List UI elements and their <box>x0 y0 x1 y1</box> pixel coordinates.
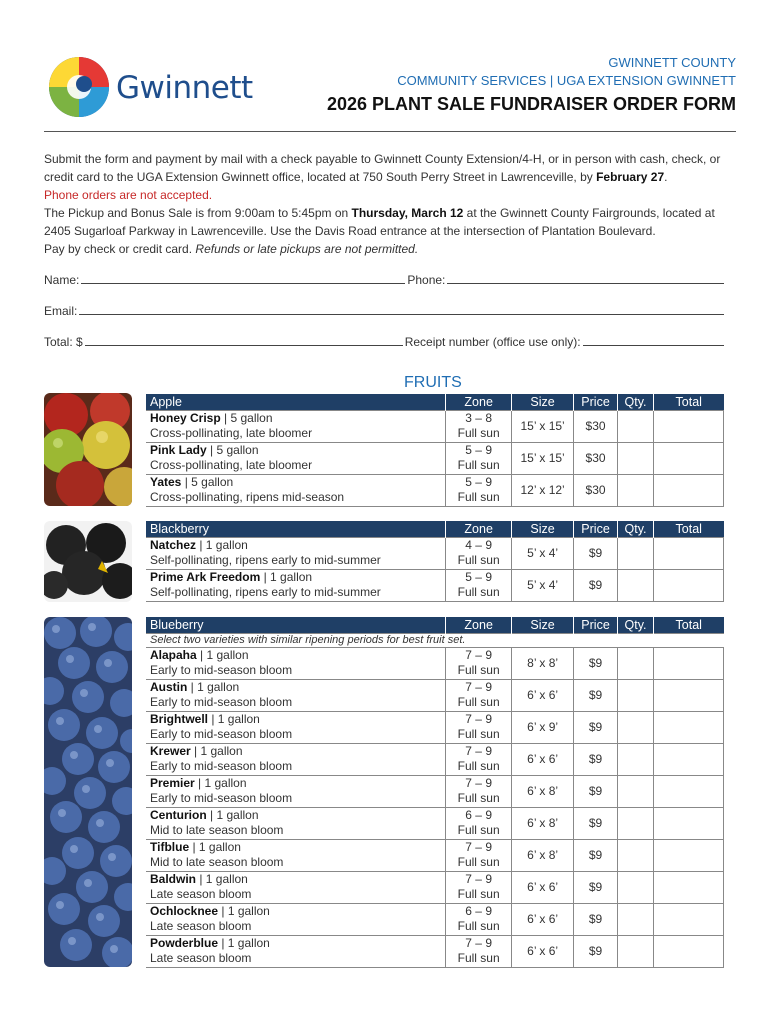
header-titles <box>327 54 736 115</box>
price-cell: $9 <box>574 743 618 775</box>
table-row <box>146 442 724 474</box>
zone-cell <box>446 569 512 601</box>
variety-cell <box>146 871 446 903</box>
quantity-input[interactable] <box>618 871 654 903</box>
column-header-qty: Qty. <box>618 394 654 410</box>
container-size: | 1 gallon <box>196 871 248 886</box>
table-row <box>146 679 724 711</box>
table-row <box>146 647 724 679</box>
variety-description: Self-pollinating, ripens early to mid-summer <box>150 553 381 567</box>
column-header-qty: Qty. <box>618 617 654 633</box>
receipt-field[interactable] <box>583 334 724 346</box>
variety-cell <box>146 679 446 711</box>
page-title: 2026 PLANT SALE FUNDRAISER ORDER FORM <box>326 94 736 114</box>
sun-requirement: Full sun <box>457 490 500 504</box>
container-size: | 1 gallon <box>208 711 260 726</box>
email-label: Email: <box>44 304 78 318</box>
variety-cell <box>146 711 446 743</box>
sun-requirement: Full sun <box>457 553 500 567</box>
zone-cell <box>446 474 512 506</box>
size-cell: 5’ x 4’ <box>512 569 574 601</box>
sun-requirement: Full sun <box>457 663 500 677</box>
quantity-input[interactable] <box>618 903 654 935</box>
header <box>44 48 736 128</box>
variety-name: Natchez <box>150 537 197 552</box>
variety-cell <box>146 807 446 839</box>
logo-text: Gwinnett <box>116 70 253 106</box>
container-size: | 1 gallon <box>189 839 241 854</box>
price-cell: $9 <box>574 775 618 807</box>
size-cell: 8’ x 8’ <box>512 647 574 679</box>
table-row <box>146 775 724 807</box>
quantity-input[interactable] <box>618 410 654 442</box>
zone-cell <box>446 903 512 935</box>
name-field[interactable] <box>81 272 405 284</box>
sun-requirement: Full sun <box>457 887 500 901</box>
sun-requirement: Full sun <box>457 823 500 837</box>
variety-cell <box>146 647 446 679</box>
group-name: Blackberry <box>146 521 446 537</box>
deadline-date: February 27 <box>596 170 665 184</box>
zone-range: 6 – 9 <box>465 903 492 918</box>
column-header-price: Price <box>574 521 618 537</box>
variety-description: Cross-pollinating, ripens mid-season <box>150 490 345 504</box>
instructions-p1: Submit the form and payment by mail with a check payable to Gwinnett County Extension/4-H, or in person with cash, check, or credit card to the UGA Extension Gwinnett office, located at 750 South Perry Street in Lawrenceville, by <box>44 152 721 184</box>
phone-order-warning: Phone orders are not accepted. <box>44 188 213 202</box>
sun-requirement: Full sun <box>457 585 500 599</box>
email-row <box>44 303 726 318</box>
sun-requirement: Full sun <box>457 458 500 472</box>
total-input[interactable] <box>654 871 724 903</box>
total-input[interactable] <box>654 569 724 601</box>
variety-description: Early to mid-season bloom <box>150 791 293 805</box>
price-cell: $9 <box>574 711 618 743</box>
payment-note: Pay by check or credit card. <box>44 242 196 256</box>
column-header-total: Total <box>654 394 724 410</box>
size-cell: 5’ x 4’ <box>512 537 574 569</box>
total-input[interactable] <box>654 647 724 679</box>
zone-cell <box>446 871 512 903</box>
zone-cell <box>446 647 512 679</box>
price-cell: $30 <box>574 474 618 506</box>
variety-description: Late season bloom <box>150 887 252 901</box>
price-cell: $9 <box>574 569 618 601</box>
variety-name: Ochlocknee <box>150 903 219 918</box>
container-size: | 5 gallon <box>220 410 273 425</box>
container-size: | 1 gallon <box>196 647 249 662</box>
header-divider <box>44 131 736 132</box>
refund-policy: Refunds or late pickups are not permitted. <box>195 242 419 256</box>
variety-name: Brightwell <box>150 711 209 726</box>
zone-cell <box>446 711 512 743</box>
column-header-size: Size <box>512 394 574 410</box>
variety-cell <box>146 410 446 442</box>
table-row <box>146 474 724 506</box>
county-name: GWINNETT COUNTY <box>608 55 736 70</box>
zone-range: 7 – 9 <box>465 743 492 758</box>
variety-cell <box>146 743 446 775</box>
zone-cell <box>446 807 512 839</box>
pickup-date: Thursday, March 12 <box>351 206 464 220</box>
variety-description: Early to mid-season bloom <box>150 759 293 773</box>
variety-cell <box>146 839 446 871</box>
container-size: | 1 gallon <box>206 807 259 822</box>
quantity-input[interactable] <box>618 743 654 775</box>
table-row <box>146 903 724 935</box>
total-input[interactable] <box>654 711 724 743</box>
quantity-input[interactable] <box>618 839 654 871</box>
sun-requirement: Full sun <box>457 791 500 805</box>
column-header-zone: Zone <box>446 617 512 633</box>
zone-cell <box>446 775 512 807</box>
size-cell: 6’ x 8’ <box>512 807 574 839</box>
total-input[interactable] <box>654 807 724 839</box>
container-size: | 1 gallon <box>218 935 270 950</box>
instructions <box>44 150 736 258</box>
total-input[interactable] <box>654 474 724 506</box>
size-cell: 15’ x 15’ <box>512 442 574 474</box>
variety-description: Late season bloom <box>150 951 252 965</box>
sun-requirement: Full sun <box>457 727 500 741</box>
zone-cell <box>446 743 512 775</box>
column-header-price: Price <box>574 394 618 410</box>
column-header-zone: Zone <box>446 394 512 410</box>
variety-description: Early to mid-season bloom <box>150 727 293 741</box>
section-title-fruits: FRUITS <box>404 374 462 391</box>
group-note: Select two varieties with similar ripening periods for best fruit set. <box>146 633 724 647</box>
total-input[interactable] <box>654 537 724 569</box>
zone-range: 5 – 9 <box>465 442 492 457</box>
total-receipt-row <box>44 334 726 349</box>
column-header-price: Price <box>574 617 618 633</box>
variety-description: Early to mid-season bloom <box>150 695 293 709</box>
zone-cell <box>446 410 512 442</box>
total-input[interactable] <box>654 839 724 871</box>
variety-description: Cross-pollinating, late bloomer <box>150 458 313 472</box>
variety-description: Cross-pollinating, late bloomer <box>150 426 313 440</box>
sun-requirement: Full sun <box>457 919 500 933</box>
instructions-p3: The Pickup and Bonus Sale is from 9:00am to 5:45pm on <box>44 206 352 220</box>
zone-cell <box>446 935 512 967</box>
variety-description: Mid to late season bloom <box>150 855 284 869</box>
phone-label: Phone: <box>407 273 446 287</box>
price-cell: $30 <box>574 442 618 474</box>
zone-range: 7 – 9 <box>465 935 492 950</box>
size-cell: 15’ x 15’ <box>512 410 574 442</box>
size-cell: 6’ x 9’ <box>512 711 574 743</box>
container-size: | 5 gallon <box>206 442 259 457</box>
size-cell: 12’ x 12’ <box>512 474 574 506</box>
gwinnett-logo-icon <box>48 56 110 123</box>
quantity-input[interactable] <box>618 537 654 569</box>
price-cell: $9 <box>574 935 618 967</box>
variety-cell <box>146 935 446 967</box>
zone-range: 7 – 9 <box>465 711 492 726</box>
total-input[interactable] <box>654 935 724 967</box>
blackberry-table <box>146 521 724 602</box>
sun-requirement: Full sun <box>457 855 500 869</box>
variety-cell <box>146 537 446 569</box>
column-header-size: Size <box>512 617 574 633</box>
container-size: | 1 gallon <box>260 569 313 584</box>
container-size: | 1 gallon <box>196 537 248 552</box>
variety-name: Powderblue <box>150 935 219 950</box>
price-cell: $30 <box>574 410 618 442</box>
variety-name: Honey Crisp <box>150 410 221 425</box>
quantity-input[interactable] <box>618 442 654 474</box>
variety-description: Self-pollinating, ripens early to mid-summer <box>150 585 381 599</box>
quantity-input[interactable] <box>618 569 654 601</box>
total-label: Total: $ <box>44 335 83 349</box>
total-input[interactable] <box>654 442 724 474</box>
total-input[interactable] <box>654 410 724 442</box>
size-cell: 6’ x 6’ <box>512 903 574 935</box>
total-input[interactable] <box>654 775 724 807</box>
zone-range: 7 – 9 <box>465 647 492 662</box>
variety-description: Mid to late season bloom <box>150 823 284 837</box>
apple-photo <box>44 393 132 506</box>
quantity-input[interactable] <box>618 679 654 711</box>
zone-range: 7 – 9 <box>465 679 492 694</box>
table-row <box>146 871 724 903</box>
variety-name: Baldwin <box>150 871 197 886</box>
name-phone-row <box>44 272 726 287</box>
variety-name: Yates <box>150 474 182 489</box>
variety-name: Austin <box>150 679 188 694</box>
sun-requirement: Full sun <box>457 695 500 709</box>
email-field[interactable] <box>79 303 724 315</box>
zone-cell <box>446 442 512 474</box>
sun-requirement: Full sun <box>457 426 500 440</box>
quantity-input[interactable] <box>618 807 654 839</box>
apple-table <box>146 394 724 507</box>
variety-cell <box>146 474 446 506</box>
zone-range: 5 – 9 <box>465 474 492 489</box>
sun-requirement: Full sun <box>457 759 500 773</box>
zone-range: 7 – 9 <box>465 839 492 854</box>
variety-name: Premier <box>150 775 195 790</box>
instructions-p3-end: at the Gwinnett County Fairgrounds, located at 2405 Sugarloaf Parkway in Lawrenceville. Use the Davis Road entrance at the intersection of Plantation Boulevard. <box>44 206 715 238</box>
price-cell: $9 <box>574 647 618 679</box>
instructions-p1-end: . <box>664 170 668 184</box>
variety-cell <box>146 903 446 935</box>
price-cell: $9 <box>574 537 618 569</box>
zone-range: 7 – 9 <box>465 775 492 790</box>
quantity-input[interactable] <box>618 711 654 743</box>
variety-name: Pink Lady <box>150 442 207 457</box>
total-input[interactable] <box>654 903 724 935</box>
variety-name: Prime Ark Freedom <box>150 569 261 584</box>
variety-name: Krewer <box>150 743 191 758</box>
table-row <box>146 839 724 871</box>
department-name: COMMUNITY SERVICES | UGA EXTENSION GWINNETT <box>397 73 736 88</box>
table-row <box>146 537 724 569</box>
column-header-qty: Qty. <box>618 521 654 537</box>
variety-description: Late season bloom <box>150 919 252 933</box>
variety-cell <box>146 569 446 601</box>
zone-range: 3 – 8 <box>465 410 492 425</box>
column-header-total: Total <box>654 521 724 537</box>
quantity-input[interactable] <box>618 775 654 807</box>
group-name: Apple <box>146 394 446 410</box>
table-row <box>146 711 724 743</box>
table-header-row <box>146 521 724 537</box>
table-header-row <box>146 394 724 410</box>
container-size: | 1 gallon <box>218 903 270 918</box>
zone-range: 7 – 9 <box>465 871 492 886</box>
size-cell: 6’ x 6’ <box>512 935 574 967</box>
total-input[interactable] <box>654 743 724 775</box>
size-cell: 6’ x 8’ <box>512 839 574 871</box>
variety-cell <box>146 442 446 474</box>
receipt-label: Receipt number (office use only): <box>404 335 581 349</box>
table-row <box>146 935 724 967</box>
variety-cell <box>146 775 446 807</box>
zone-range: 5 – 9 <box>465 569 492 584</box>
container-size: | 1 gallon <box>194 775 247 790</box>
zone-range: 4 – 9 <box>465 537 492 552</box>
size-cell: 6’ x 8’ <box>512 775 574 807</box>
name-label: Name: <box>44 273 80 287</box>
column-header-zone: Zone <box>446 521 512 537</box>
table-row <box>146 743 724 775</box>
table-row <box>146 807 724 839</box>
variety-name: Tifblue <box>150 839 190 854</box>
table-row <box>146 569 724 601</box>
quantity-input[interactable] <box>618 647 654 679</box>
total-input[interactable] <box>654 679 724 711</box>
size-cell: 6’ x 6’ <box>512 871 574 903</box>
table-row <box>146 410 724 442</box>
price-cell: $9 <box>574 903 618 935</box>
group-note-row <box>146 633 724 647</box>
variety-name: Alapaha <box>150 647 197 662</box>
quantity-input[interactable] <box>618 474 654 506</box>
blueberry-photo <box>44 617 132 967</box>
group-name: Blueberry <box>146 617 446 633</box>
price-cell: $9 <box>574 679 618 711</box>
container-size: | 5 gallon <box>181 474 234 489</box>
blackberry-photo <box>44 521 132 602</box>
variety-description: Early to mid-season bloom <box>150 663 293 677</box>
zone-cell <box>446 537 512 569</box>
price-cell: $9 <box>574 807 618 839</box>
quantity-input[interactable] <box>618 935 654 967</box>
variety-name: Centurion <box>150 807 207 822</box>
sun-requirement: Full sun <box>457 951 500 965</box>
price-cell: $9 <box>574 871 618 903</box>
zone-cell <box>446 839 512 871</box>
size-cell: 6’ x 6’ <box>512 743 574 775</box>
zone-cell <box>446 679 512 711</box>
phone-field[interactable] <box>447 272 724 284</box>
container-size: | 1 gallon <box>187 679 240 694</box>
column-header-size: Size <box>512 521 574 537</box>
zone-range: 6 – 9 <box>465 807 492 822</box>
price-cell: $9 <box>574 839 618 871</box>
total-field[interactable] <box>85 334 403 346</box>
column-header-total: Total <box>654 617 724 633</box>
blueberry-table <box>146 617 724 968</box>
table-header-row <box>146 617 724 633</box>
size-cell: 6’ x 6’ <box>512 679 574 711</box>
container-size: | 1 gallon <box>190 743 243 758</box>
